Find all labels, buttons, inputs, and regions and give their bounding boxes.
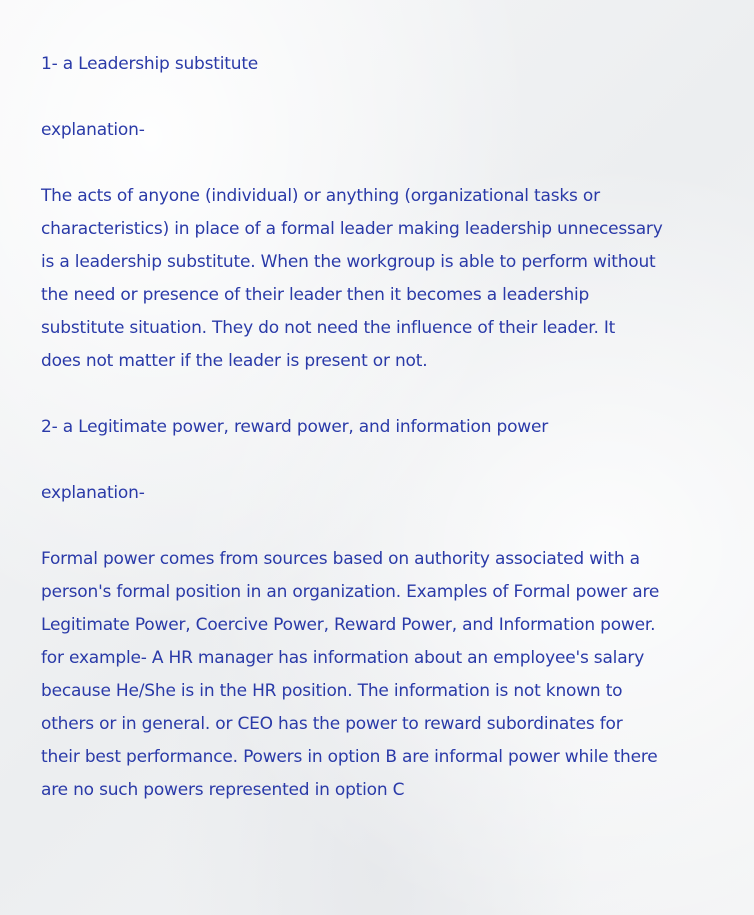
answer-2-heading: 2- a Legitimate power, reward power, and information power [41, 417, 549, 437]
text-line: characteristics) in place of a formal leader making leadership unnecessary [41, 219, 663, 239]
text-line: their best performance. Powers in option B are informal power while there [41, 747, 658, 767]
text-line: does not matter if the leader is present or not. [41, 351, 428, 371]
text-line: Legitimate Power, Coercive Power, Reward Power, and Information power. [41, 615, 656, 635]
text-line: others or in general. or CEO has the power to reward subordinates for [41, 714, 623, 734]
answer-1-explanation-text [41, 180, 714, 378]
text-line: substitute situation. They do not need the influence of their leader. It [41, 318, 616, 338]
text-line: are no such powers represented in option C [41, 780, 405, 800]
answer-1-heading: 1- a Leadership substitute [41, 54, 259, 74]
text-line: Formal power comes from sources based on authority associated with a [41, 549, 640, 569]
text-line: person's formal position in an organization. Examples of Formal power are [41, 582, 660, 602]
answer-2-explanation-text [41, 543, 714, 807]
text-line: is a leadership substitute. When the workgroup is able to perform without [41, 252, 656, 272]
text-line: The acts of anyone (individual) or anything (organizational tasks or [41, 186, 600, 206]
answer-1-explanation-label: explanation- [41, 120, 145, 140]
answer-2-explanation-label: explanation- [41, 483, 145, 503]
text-line: because He/She is in the HR position. The information is not known to [41, 681, 623, 701]
text-line: for example- A HR manager has information about an employee's salary [41, 648, 645, 668]
text-line: the need or presence of their leader then it becomes a leadership [41, 285, 590, 305]
